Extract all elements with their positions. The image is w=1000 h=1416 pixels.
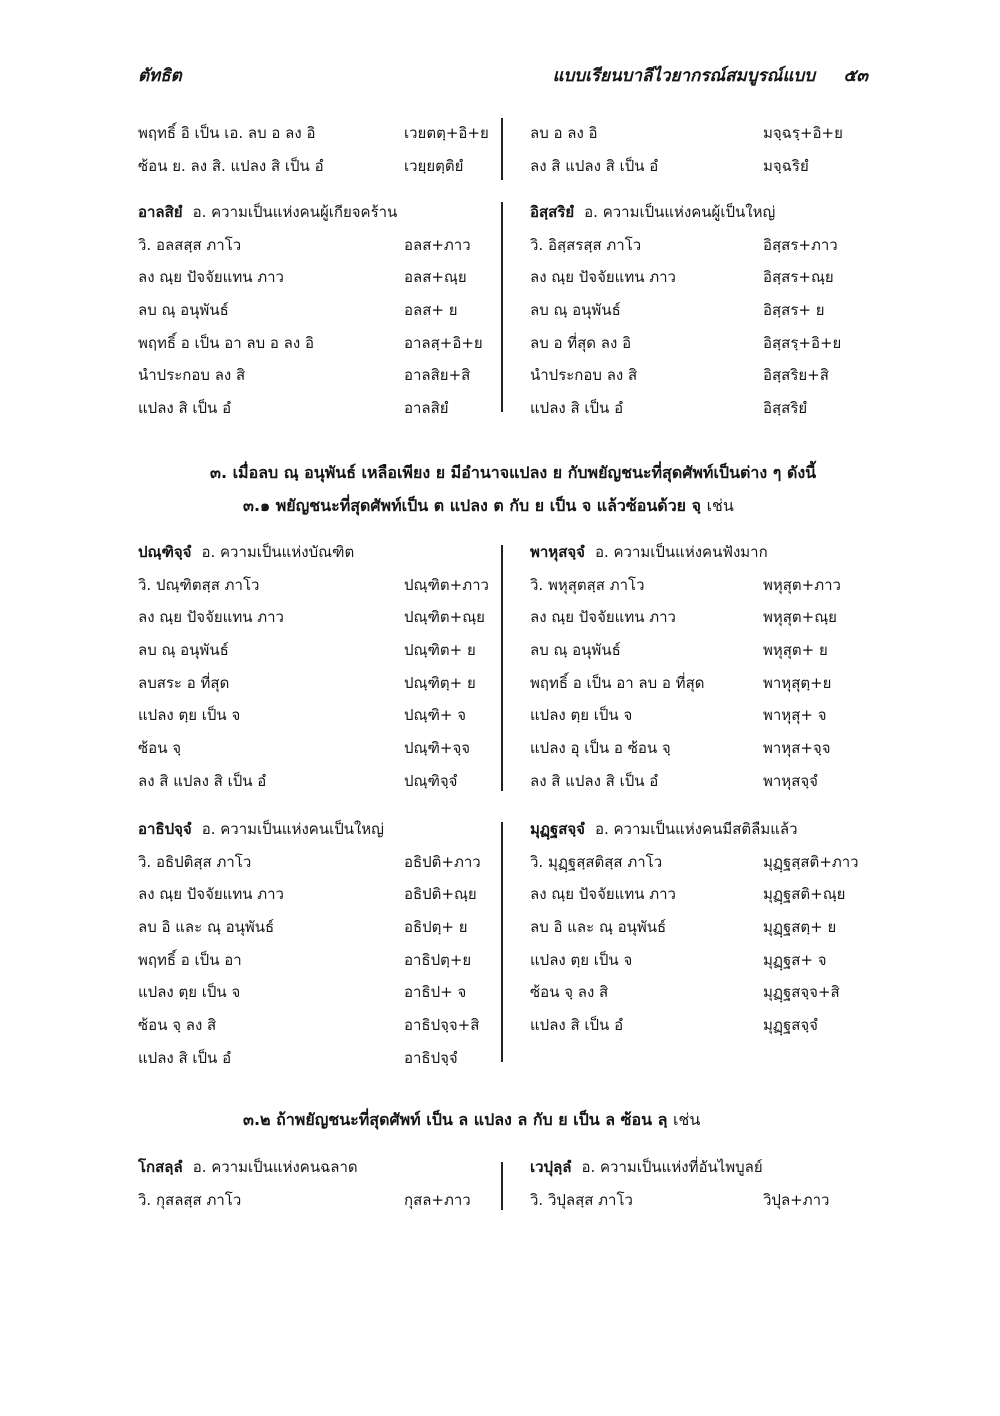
derivation-row: ลง สิ แปลง สิ เป็น อํ ปณฺฑิจฺจํ xyxy=(138,771,458,790)
derivation-row: แปลง สิ เป็น อํ อาธิปจฺจํ xyxy=(138,1048,458,1067)
derivation-row: ซ้อน จฺ ลง สิ อาธิปจฺจ+สิ xyxy=(138,1016,480,1035)
derivation-row: ลบ อ ที่สุด ลง อิ อิสฺสรฺ+อิ+ย xyxy=(530,333,842,352)
derivation-row: พฤทธิ์ อ เป็น อา อาธิปตฺ+ย xyxy=(138,950,472,969)
derivation-row: วิ. อิสฺสรสฺส ภาโว อิสฺสร+ภาว xyxy=(530,235,838,254)
derivation-row: วิ. อธิปติสฺส ภาโว อธิปติ+ภาว xyxy=(138,852,481,871)
derivation-row: ลบ อ ลง อิ มจฺฉรฺ+อิ+ย xyxy=(530,124,843,142)
entry-term: อาธิปจฺจํ xyxy=(138,820,192,838)
page-number: ๕๓ xyxy=(843,66,868,86)
derivation-row: แปลง ตฺย เป็น จ พาหุสุ+ จ xyxy=(530,706,827,725)
derivation-row: ลบ อิ และ ณฺ อนุพันธ์ อธิปตฺ+ ย xyxy=(138,918,468,937)
derivation-row: ลง สิ แปลง สิ เป็น อํ พาหุสจฺจํ xyxy=(530,771,818,790)
derivation-row: แปลง สิ เป็น อํ มุฏฺฐสจฺจํ xyxy=(530,1016,818,1035)
entry-term: อาลสิยํ xyxy=(138,203,183,221)
entry-meaning: อ. ความเป็นแห่งคนฉลาด xyxy=(192,1158,358,1176)
rule-3-2-heading: ๓.๒ ถ้าพยัญชนะที่สุดศัพท์ เป็น ล แปลง ล กับ ย เป็น ล ซ้อน ลฺ เช่น xyxy=(243,1110,701,1129)
derivation-row: วิ. พหุสุตสฺส ภาโว พหุสุต+ภาว xyxy=(530,575,841,594)
column-divider xyxy=(501,822,503,1062)
entry-term: อิสฺสริยํ xyxy=(530,203,575,221)
derivation-row: ลบ ณฺ อนุพันธ์ อิสฺสร+ ย xyxy=(530,301,825,320)
derivation-row: ลบ ณฺ อนุพันธ์ ปณฺฑิต+ ย xyxy=(138,641,476,660)
derivation-row: แปลง สิ เป็น อํ อาลสิยํ xyxy=(138,399,449,418)
entry-meaning: อ. ความเป็นแห่งคนผู้เป็นใหญ่ xyxy=(584,203,776,221)
derivation-row: ลง ณฺย ปัจจัยแทน ภาว มุฏฺฐสติ+ณฺย xyxy=(530,885,846,904)
entry-meaning: อ. ความเป็นแห่งคนเป็นใหญ่ xyxy=(201,820,384,838)
entry-meaning: อ. ความเป็นแห่งคนมีสติลืมแล้ว xyxy=(594,820,798,838)
derivation-row: วิ. อลสสฺส ภาโว อลส+ภาว xyxy=(138,235,471,254)
entry-term: ปณฺฑิจฺจํ xyxy=(138,543,192,561)
derivation-row: ซ้อน จฺ ปณฺฑิ+จฺจ xyxy=(138,739,471,758)
derivation-row: ลบ อิ และ ณฺ อนุพันธ์ มุฏฺฐสตฺ+ ย xyxy=(530,918,837,937)
derivation-row: วิ. กุสลสฺส ภาโว กุสล+ภาว xyxy=(138,1190,471,1209)
column-divider xyxy=(501,202,503,412)
chapter-title: ตัทธิต xyxy=(138,66,182,86)
derivation-row: พฤทธิ์ อิ เป็น เอ. ลบ อ ลง อิ เวยตตฺ+อิ+ย xyxy=(138,124,489,142)
entry-kosallam xyxy=(138,1151,483,1216)
derivation-row: ลบ ณฺ อนุพันธ์ อลส+ ย xyxy=(138,301,458,320)
entry-alasiyam xyxy=(138,196,483,425)
derivation-row: ลง ณฺย ปัจจัยแทน ภาว อธิปติ+ณฺย xyxy=(138,885,477,904)
entry-mutthasaccam xyxy=(530,813,862,1042)
entry-meaning: อ. ความเป็นแห่งคนผู้เกียจคร้าน xyxy=(192,203,398,221)
derivation-row: วิ. มุฏฺฐสฺสติสฺส ภาโว มุฏฺฐสฺสติ+ภาว xyxy=(530,852,859,871)
entry-pandiccam xyxy=(138,536,489,798)
derivation-row: ซ้อน ย. ลง สิ. แปลง สิ เป็น อํ เวยฺยตฺติยํ xyxy=(138,156,464,175)
entry-term: มุฏฺฐสจฺจํ xyxy=(530,820,585,838)
entry-vepullam xyxy=(530,1151,862,1216)
entry-bahusaccam xyxy=(530,536,862,798)
book-title: แบบเรียนบาลีไวยากรณ์สมบูรณ์แบบ xyxy=(552,66,815,86)
entry-term: โกสลฺลํ xyxy=(138,1158,183,1176)
entry-meaning: อ. ความเป็นแห่งคนฟังมาก xyxy=(594,543,768,561)
derivation-row: พฤทธิ์ อ เป็น อา ลบ อ ที่สุด พาหุสุตฺ+ย xyxy=(530,673,832,692)
derivation-row: นำประกอบ ลง สิ อิสฺสริย+สิ xyxy=(530,366,829,385)
column-divider xyxy=(501,545,503,791)
entry-issariyam xyxy=(530,196,862,425)
derivation-row: ลบ ณฺ อนุพันธ์ พหุสุต+ ย xyxy=(530,641,828,660)
derivation-row: แปลง ตฺย เป็น จ มุฏฺฐส+ จ xyxy=(530,950,827,969)
derivation-row: ซ้อน จฺ ลง สิ มุฏฺฐสจฺจ+สิ xyxy=(530,983,840,1002)
column-divider xyxy=(501,1162,503,1210)
derivation-row: ลง ณฺย ปัจจัยแทน ภาว พหุสุต+ณฺย xyxy=(530,608,837,627)
derivation-row: แปลง ตฺย เป็น จ ปณฺฑิ+ จ xyxy=(138,706,467,725)
derivation-row: ลง ณฺย ปัจจัยแทน ภาว อลส+ณฺย xyxy=(138,268,467,287)
entry-meaning: อ. ความเป็นแห่งบัณฑิต xyxy=(201,543,355,561)
derivation-row: พฤทธิ์ อ เป็น อา ลบ อ ลง อิ อาลสฺ+อิ+ย xyxy=(138,333,483,352)
column-divider xyxy=(501,118,503,180)
derivation-row: วิ. วิปุลสฺส ภาโว วิปุล+ภาว xyxy=(530,1190,830,1209)
entry-adhipaccam xyxy=(138,813,483,1075)
derivation-row: วิ. ปณฺฑิตสฺส ภาโว ปณฺฑิต+ภาว xyxy=(138,575,489,594)
derivation-row: แปลง ตฺย เป็น จ อาธิป+ จ xyxy=(138,983,467,1002)
derivation-row: ลง สิ แปลง สิ เป็น อํ มจฺฉริยํ xyxy=(530,156,809,175)
derivation-row: นำประกอบ ลง สิ อาลสิย+สิ xyxy=(138,366,471,385)
top-block-left xyxy=(138,117,489,182)
rule-3-1-heading: ๓.๑ พยัญชนะที่สุดศัพท์เป็น ต แปลง ต กับ ย เป็น จ แล้วซ้อนด้วย จฺ เช่น xyxy=(243,496,734,515)
entry-term: พาหุสจฺจํ xyxy=(530,543,585,561)
derivation-row: ลบสระ อ ที่สุด ปณฺฑิตฺ+ ย xyxy=(138,673,476,692)
derivation-row: แปลง อุ เป็น อ ซ้อน จฺ พาหุส+จฺจ xyxy=(530,739,831,758)
top-block-right xyxy=(530,117,862,182)
entry-term: เวปุลฺลํ xyxy=(530,1158,572,1176)
rule-3-heading: ๓. เมื่อลบ ณฺ อนุพันธ์ เหลือเพียง ย มีอำนาจแปลง ย กับพยัญชนะที่สุดศัพท์เป็นต่าง ๆ ดังนี้ xyxy=(210,463,817,482)
derivation-row: ลง ณฺย ปัจจัยแทน ภาว ปณฺฑิต+ณฺย xyxy=(138,608,485,627)
derivation-row: แปลง สิ เป็น อํ อิสฺสริยํ xyxy=(530,399,808,418)
entry-meaning: อ. ความเป็นแห่งที่อันไพบูลย์ xyxy=(581,1158,763,1176)
derivation-row: ลง ณฺย ปัจจัยแทน ภาว อิสฺสร+ณฺย xyxy=(530,268,834,287)
